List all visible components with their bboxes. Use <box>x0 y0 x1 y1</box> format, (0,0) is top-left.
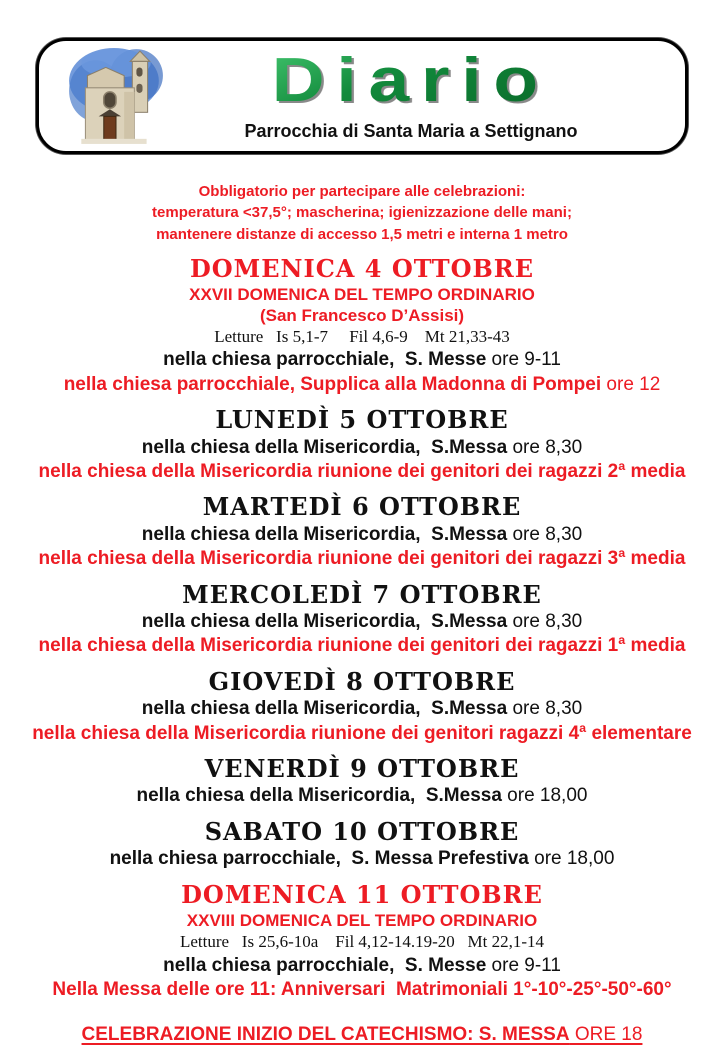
catechismo-announcement <box>0 1024 724 1046</box>
day-title: DOMENICA 4 OTTOBRE <box>189 253 535 283</box>
schedule-row-bold: Nella Messa delle ore 11: Anniversari Matrimoniali 1°-10°-25°-50°-60° <box>52 979 672 1001</box>
schedule-row <box>0 611 724 633</box>
schedule-row <box>0 437 724 459</box>
day-subtitle: XXVII DOMENICA DEL TEMPO ORDINARIO <box>189 285 535 305</box>
bulletin-page <box>0 38 724 1061</box>
schedule-row <box>0 848 724 870</box>
schedule-row-bold: nella chiesa parrocchiale, S. Messe <box>163 349 487 371</box>
schedule-row <box>0 698 724 720</box>
schedule-row-bold: nella chiesa parrocchiale, S. Messe <box>163 954 487 976</box>
parish-subtitle: Parrocchia di Santa Maria a Settignano <box>244 120 578 141</box>
schedule-row-time: ore 8,30 <box>507 523 583 545</box>
schedule-row-bold: nella chiesa della Misericordia, S.Messa <box>141 523 508 545</box>
schedule-row <box>0 349 724 371</box>
schedule-row-bold: nella chiesa parrocchiale, Supplica alla Madonna di Pompei <box>63 373 602 395</box>
header-text-block <box>167 45 685 142</box>
schedule-row-time: ore 9-11 <box>486 349 561 371</box>
notice-line: temperatura <37,5°; mascherina; igienizzazione delle mani; <box>152 204 572 222</box>
schedule-row <box>0 548 724 570</box>
church-watercolor-icon <box>65 45 167 147</box>
schedule-row <box>0 955 724 977</box>
schedule-row-bold: nella chiesa della Misericordia riunione dei genitori dei ragazzi 1ª media <box>38 635 686 657</box>
catechismo-announcement-time: ORE 18 <box>569 1023 643 1045</box>
letture-line: Letture Is 5,1-7 Fil 4,6-9 Mt 21,33-43 <box>214 327 510 347</box>
notice-line: mantenere distanze di accesso 1,5 metri e interna 1 metro <box>156 225 568 243</box>
schedule-row-time: ore 9-11 <box>486 954 561 976</box>
day-subtitle: XXVIII DOMENICA DEL TEMPO ORDINARIO <box>186 911 538 931</box>
schedule-row <box>0 524 724 546</box>
schedule-row-bold: nella chiesa della Misericordia riunione dei genitori ragazzi 4ª elementare <box>32 722 692 744</box>
day-section-sabato-10 <box>0 816 724 871</box>
letture-line: Letture Is 25,6-10a Fil 4,12-14.19-20 Mt 22,1-14 <box>179 932 545 952</box>
day-title: VENERDÌ 9 OTTOBRE <box>204 754 520 784</box>
schedule-row <box>0 461 724 483</box>
day-section-martedi-6 <box>0 494 724 570</box>
day-section-lunedi-5 <box>0 407 724 483</box>
schedule-row-bold: nella chiesa della Misericordia, S.Messa <box>141 436 508 458</box>
schedule-row-bold: nella chiesa parrocchiale, S. Messa Prefestiva <box>109 848 529 870</box>
notice-line: Obbligatorio per partecipare alle celebrazioni: <box>198 183 526 200</box>
schedule-row <box>0 979 724 1001</box>
schedule-row-bold: nella chiesa della Misericordia, S.Messa <box>141 698 508 720</box>
schedule-row <box>0 785 724 807</box>
header-box <box>36 38 688 154</box>
schedule-row-bold: nella chiesa della Misericordia, S.Messa <box>141 611 508 633</box>
schedule-row-time: ore 8,30 <box>507 436 583 458</box>
schedule-row <box>0 635 724 657</box>
schedule-row-time: ore 8,30 <box>507 611 583 633</box>
schedule-row <box>0 374 724 396</box>
day-title: MARTEDÌ 6 OTTOBRE <box>202 492 522 522</box>
day-title: GIOVEDÌ 8 OTTOBRE <box>208 666 516 696</box>
day-section-venerdi-9 <box>0 756 724 808</box>
day-subtitle: (San Francesco D’Assisi) <box>259 305 465 325</box>
schedule-row-bold: nella chiesa della Misericordia riunione dei genitori dei ragazzi 2ª media <box>38 461 686 483</box>
day-title: LUNEDÌ 5 OTTOBRE <box>215 405 509 435</box>
schedule-row-time: ore 12 <box>601 373 661 395</box>
catechismo-announcement-bold: CELEBRAZIONE INIZIO DEL CATECHISMO: S. MESSA <box>81 1023 570 1045</box>
schedule-row-bold: nella chiesa della Misericordia riunione dei genitori dei ragazzi 3ª media <box>38 548 686 570</box>
day-section-domenica-11 <box>0 879 724 1002</box>
day-title: MERCOLEDÌ 7 OTTOBRE <box>182 579 542 609</box>
covid-notice <box>0 181 724 245</box>
schedule-row <box>0 723 724 745</box>
diario-logo: Diario <box>271 45 551 115</box>
day-title: DOMENICA 11 OTTOBRE <box>181 879 543 909</box>
schedule-row-time: ore 8,30 <box>507 698 583 720</box>
schedule-row-time: ore 18,00 <box>501 785 588 807</box>
day-title: SABATO 10 OTTOBRE <box>204 816 520 846</box>
day-section-giovedi-8 <box>0 666 724 745</box>
day-section-domenica-4 <box>0 253 724 396</box>
schedule-row-bold: nella chiesa della Misericordia, S.Messa <box>136 785 502 807</box>
day-section-mercoledi-7 <box>0 579 724 658</box>
schedule-row-time: ore 18,00 <box>528 848 615 870</box>
